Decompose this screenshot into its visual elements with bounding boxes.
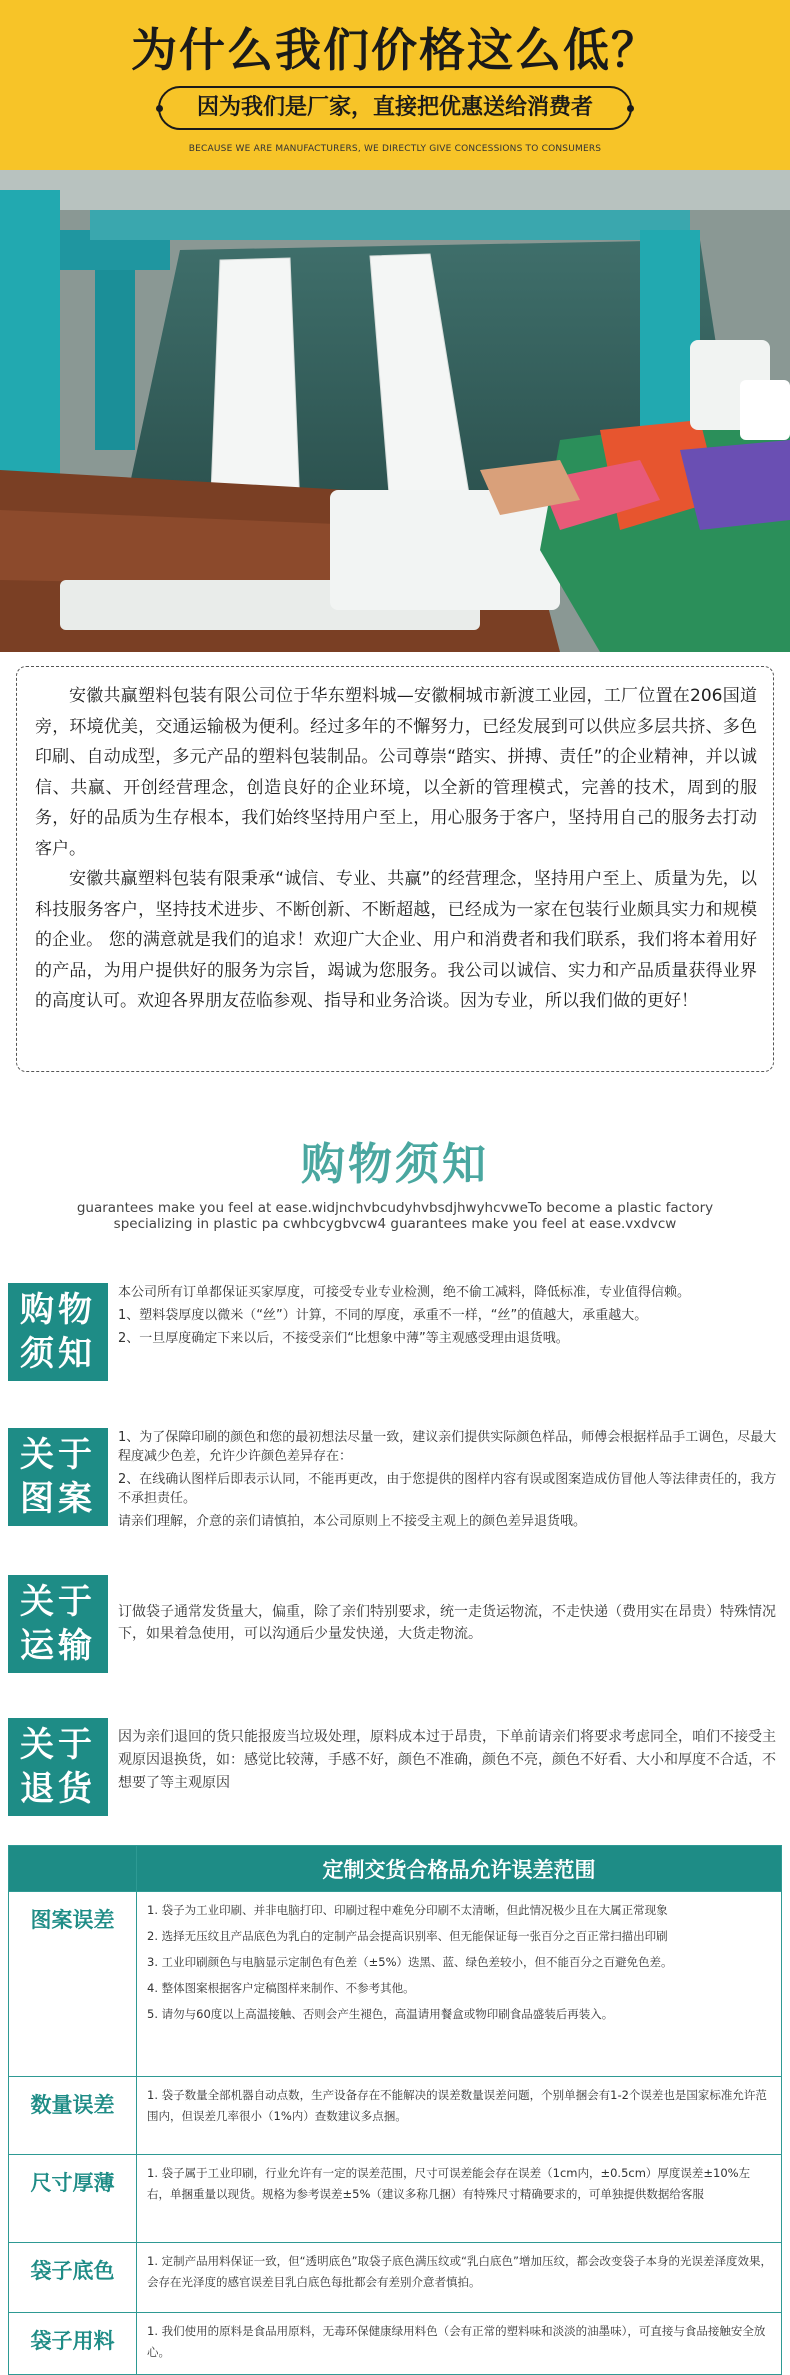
factory-photo: [0, 170, 790, 652]
section-text: [118, 1428, 778, 1535]
table-item: 2. 选择无压纹且产品底色为乳白的定制产品会提高识别率、但无能保证每一张百分之百正常扫描出印刷: [147, 1929, 668, 1943]
table-body: [137, 2243, 782, 2313]
section-line: 订做袋子通常发货量大，偏重，除了亲们特别要求，统一走货运物流，不走快递（费用实在昂贵）特殊情况下，如果着急使用，可以沟通后少量发快递，大货走物流。: [118, 1604, 776, 1642]
table-category: 尺寸厚薄: [9, 2155, 137, 2243]
table-item: 1. 袋子属于工业印刷，行业允许有一定的误差范围，尺寸可误差能会存在误差（1cm内，±0.5cm）厚度误差±10%左右，单捆重量以现货。规格为参考误差±5%（建议多称几捆）有特殊尺寸精确要求的，可单独提供数据给客服: [147, 2166, 751, 2201]
pill-dot-left: [156, 105, 163, 112]
banner-english-subtitle: BECAUSE WE ARE MANUFACTURERS, WE DIRECTLY GIVE CONCESSIONS TO CONSUMERS: [188, 144, 602, 154]
section-line: 因为亲们退回的货只能报废当垃圾处理，原料成本过于昂贵，下单前请亲们将要求考虑同全，咱们不接受主观原因退换货，如：感觉比较薄，手感不好，颜色不准确，颜色不亮，颜色不好看、大小和厚度不合适，不想要了等主观原因: [118, 1729, 776, 1791]
shopping-notes-subtitle: guarantees make you feel at ease.widjnchvbcudyhvbsdjhwyhcvweTo become a plastic factory specializing in plastic pa cwhbcygbvcw4 guarantees make you feel at ease.vxdvcw: [76, 1200, 714, 1232]
pill-dot-right: [627, 105, 634, 112]
table-header-row: [9, 1846, 782, 1892]
banner-slogan-pill: [158, 86, 632, 130]
table-item: 1. 定制产品用料保证一致，但“透明底色”取袋子底色满压纹或“乳白底色”增加压纹，都会改变袋子本身的光误差泽度效果，会存在光泽度的感官误差目乳白底色每批都会有差别介意者慎拍。: [147, 2254, 772, 2289]
table-body: [137, 1892, 782, 2077]
banner-slogan: 因为我们是厂家，直接把优惠送给消费者: [196, 95, 593, 120]
table-item: 1. 袋子为工业印刷、并非电脑打印、印刷过程中难免分印刷不太清晰，但此情况极少且在大属正常现象: [147, 1903, 668, 1917]
table-header-corner: [9, 1846, 137, 1892]
section-line: 1、为了保障印刷的颜色和您的最初想法尽量一致，建议亲们提供实际颜色样品，师傅会根据样品手工调色，尽最大程度减少色差，允许少许颜色差异存在：: [118, 1430, 777, 1464]
section-line: 1、塑料袋厚度以微米（“丝”）计算，不同的厚度，承重不一样，“丝”的值越大，承重越大。: [118, 1308, 648, 1323]
section-badge: 关于图案: [8, 1428, 108, 1526]
section-text: [118, 1726, 778, 1799]
table-body: [137, 2077, 782, 2155]
section-line: 2、一旦厚度确定下来以后，不接受亲们“比想象中薄”等主观感受理由退货哦。: [118, 1331, 569, 1346]
table-row: [9, 2243, 782, 2313]
table-row: [9, 2077, 782, 2155]
header-banner: [0, 0, 790, 170]
section-badge: 购物须知: [8, 1283, 108, 1381]
section-shopping: [8, 1283, 782, 1393]
table-category: 图案误差: [9, 1892, 137, 2077]
table-body: [137, 2155, 782, 2243]
table-row: [9, 1892, 782, 2077]
banner-title: 为什么我们价格这么低？: [131, 23, 659, 77]
table-item: 3. 工业印刷颜色与电脑显示定制色有色差（±5%）迭黑、蓝、绿色差较小，但不能百分之百避免色差。: [147, 1955, 673, 1969]
table-row: [9, 2155, 782, 2243]
table-header: 定制交货合格品允许误差范围: [137, 1846, 782, 1892]
table-item: 1. 我们使用的原料是食品用原料，无毒环保健康绿用料色（会有正常的塑料味和淡淡的油墨味），可直接与食品接触安全放心。: [147, 2324, 766, 2359]
tolerance-table: [8, 1845, 782, 2375]
table-body: [137, 2313, 782, 2375]
section-pattern: [8, 1428, 782, 1538]
intro-paragraph: 安徽共赢塑料包装有限公司位于华东塑料城—安徽桐城市新渡工业园，工厂位置在206国道旁，环境优美，交通运输极为便利。经过多年的不懈努力，已经发展到可以供应多层共挤、多色印刷、自动成型，多元产品的塑料包装制品。公司尊崇“踏实、拼搏、责任”的企业精神，并以诚信、共赢、开创经营理念，创造良好的企业环境，以全新的管理模式，完善的技术，周到的服务，好的品质为生存根本，我们始终坚持用户至上，用心服务于客户，坚持用自己的服务去打动客户。: [35, 686, 757, 859]
table-category: 袋子用料: [9, 2313, 137, 2375]
section-line: 请亲们理解，介意的亲们请慎拍，本公司原则上不接受主观上的颜色差异退货哦。: [118, 1514, 587, 1529]
section-badge: 关于退货: [8, 1718, 108, 1816]
factory-photo-illustration: [0, 170, 790, 652]
section-text: [118, 1601, 778, 1649]
table-item: 1. 袋子数量全部机器自动点数，生产设备存在不能解决的误差数量误差问题，个别单捆会有1-2个误差也是国家标准允许范围内，但误差几率很小（1%内）查数建议多点捆。: [147, 2088, 767, 2123]
table-category: 数量误差: [9, 2077, 137, 2155]
section-line: 本公司所有订单都保证买家厚度，可接受专业专业检测，绝不偷工减料，降低标准，专业值得信赖。: [118, 1285, 691, 1300]
table-item: 5. 请勿与60度以上高温接触、否则会产生褪色，高温请用餐盒或物印刷食品盛装后再装入。: [147, 2007, 614, 2021]
section-shipping: [8, 1575, 782, 1685]
table-item: 4. 整体图案根据客户定稿图样来制作、不参考其他。: [147, 1981, 415, 1995]
section-line: 2、在线确认图样后即表示认同，不能再更改，由于您提供的图样内容有误或图案造成仿冒他人等法律责任的，我方不承担责任。: [118, 1472, 777, 1506]
table-category: 袋子底色: [9, 2243, 137, 2313]
company-intro-box: [16, 666, 774, 1072]
intro-paragraph: 安徽共赢塑料包装有限秉承“诚信、专业、共赢”的经营理念，坚持用户至上、质量为先，以科技服务客户，坚持技术进步、不断创新、不断超越，已经成为一家在包装行业颇具实力和规模的企业。 您的满意就是我们的追求！欢迎广大企业、用户和消费者和我们联系，我们将本着用好的产品，为用户提供好的服务为宗旨，竭诚为您服务。我公司以诚信、实力和产品质量获得业界的高度认可。欢迎各界朋友莅临参观、指导和业务洽谈。因为专业，所以我们做的更好！: [35, 869, 757, 1011]
table-row: [9, 2313, 782, 2375]
section-badge: 关于运输: [8, 1575, 108, 1673]
section-returns: [8, 1718, 782, 1828]
section-text: [118, 1283, 778, 1352]
shopping-notes-title: 购物须知: [301, 1139, 489, 1190]
